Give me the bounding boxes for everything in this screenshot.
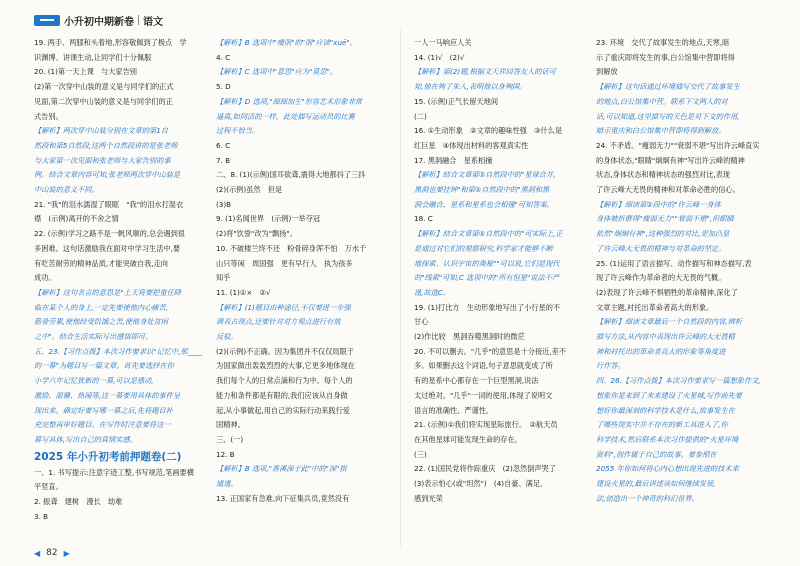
analysis-line: 充完整再审好题目。在写作时注意要将这一 bbox=[34, 420, 171, 430]
answer-line: 有吃苦耐劳的精神品质,才能突破自我,走向 bbox=[34, 258, 168, 268]
answer-line: 见面,第二次穿中山装的意义是与同学们的正 bbox=[34, 96, 173, 106]
answer-line: 能力和条件都是有限的,我们应该从自身做 bbox=[216, 390, 348, 400]
answer-line: 19. 两手、两膝和头着地,形容敬佩到了极点 学 bbox=[34, 38, 187, 47]
analysis-line: 的地点,白公馆集中营。联系下文两人的对 bbox=[596, 96, 728, 106]
answer-line: 25. (1)运用了语言描写、动作描写和神态描写,表 bbox=[596, 258, 752, 268]
answer-line: 山只等闲 周国强 更有早行人 执为孩多 bbox=[216, 258, 353, 268]
analysis-line: 【解析】C 选项中"意思"应为"莫思"。 bbox=[216, 67, 338, 77]
analysis-line: 【解析】结合文章第⑤自然段中的"可实际上,正 bbox=[414, 229, 563, 239]
analysis-line: 筋骨劳累,使他经受饥饿之苦,使他身处贫困 bbox=[34, 317, 168, 327]
page-number: 82 bbox=[46, 548, 58, 558]
answer-line: 甘心 bbox=[414, 317, 429, 327]
answer-line: 起,从小事做起,用自己的实际行动来践行爱 bbox=[216, 405, 350, 415]
answer-line: 国精神。 bbox=[216, 420, 245, 430]
answer-line: 现了许云峰作为革命者的大无畏的气概。 bbox=[596, 273, 726, 283]
header-subject: 语文 bbox=[143, 16, 163, 28]
analysis-line: 了许云峰大无畏的精神与对革命的坚定。 bbox=[596, 243, 726, 253]
analysis-line: 神和衬托出的革命者高大的形象等角度进 bbox=[596, 346, 726, 356]
page-header bbox=[34, 12, 163, 28]
analysis-line: 调表古现点,还要针对对方观点进行有效 bbox=[216, 317, 341, 327]
answer-line: (2)(示例)不正确。因为集团并不仅仅局限于 bbox=[216, 346, 354, 356]
analysis-line: 暗示重庆和白公馆集中营即将得到解放。 bbox=[596, 126, 726, 136]
text-column-4 bbox=[596, 36, 764, 536]
answer-line: 22. (1)国民党将作踪重庆 (2)忽然倒声哭了 bbox=[414, 464, 556, 474]
answer-line: 在其他星球可能发现生命的存在。 bbox=[414, 434, 522, 444]
answer-line: 太过绝对。"几乎"一词的使用,体现了说明文 bbox=[414, 390, 553, 400]
analysis-line: 建设火星的,最后讲述该如何继续发展, bbox=[596, 479, 716, 489]
answer-line: 9. (1)名闻世界 (示例)一举夺冠 bbox=[216, 214, 320, 224]
analysis-line: 【解析】细读第②段中的"许云峰一身体 bbox=[596, 199, 721, 209]
answer-line: 20. (1)第一天上课 与大家告别 bbox=[34, 67, 137, 77]
analysis-line: 2055 年你如何将心内心想出现先进的技术来 bbox=[596, 464, 739, 474]
analysis-line: 【解析】细读文章最后一个自然段的内容,辨析 bbox=[596, 317, 743, 327]
analysis-line: 想好你最深刻的科学技术是什么,故事发生在 bbox=[596, 405, 735, 415]
answer-line: (三) bbox=[414, 449, 427, 459]
answer-line: (3)B bbox=[216, 199, 232, 209]
analysis-line: 法,创造出一个神奇的科幻世界。 bbox=[596, 493, 699, 503]
analysis-line: 身体被折磨得"瘦弱无力""衰弱不堪",但眼睛 bbox=[596, 214, 734, 224]
answer-line: 了许云峰大无畏的精神和对革命必胜的信心。 bbox=[596, 185, 740, 195]
analysis-line: 【解析】B 选项中"瘦削"的"削"应读"xuē"。 bbox=[216, 38, 357, 47]
answer-line: 二、8. (1)(示例)国耳欲聋,震得大地都抖了三抖 bbox=[216, 170, 366, 180]
analysis-line: 地探索、认识宇宙的奥秘""可以说,它们是现代 bbox=[414, 258, 560, 268]
answer-line: 襟 (示例)离开的不舍之情 bbox=[34, 214, 119, 224]
analysis-line: 黑洞也要挂钟"和第⑤自然段中的"黑洞和黑 bbox=[414, 185, 550, 195]
answer-line: 多困难。这句话激励我在面对中学习生活中,要 bbox=[34, 243, 181, 253]
header-separator bbox=[138, 15, 139, 25]
answer-line: 14. (1)√ (2)√ bbox=[414, 52, 465, 62]
analysis-line: 行作答。 bbox=[596, 361, 625, 371]
analysis-line: 通透。 bbox=[216, 479, 238, 489]
analysis-line: 【解析】两次穿中山装分别在文章的第1自 bbox=[34, 126, 168, 136]
analysis-line: 依然"炯炯有神",这种强烈的对比,更加凸显 bbox=[596, 229, 730, 239]
analysis-line: 中山装的意义不同。 bbox=[34, 185, 99, 195]
analysis-line: 【解析】B 选项,"香溪深于此"中的"深"指 bbox=[216, 464, 347, 474]
analysis-line: 例。结合文章内容可知,张老师两次穿中山装是 bbox=[34, 170, 181, 180]
header-title: 小升初中期新卷 bbox=[64, 16, 134, 28]
analysis-line: 四、26.【习作点拨】本次习作要求写一篇想象作文, bbox=[596, 376, 761, 386]
answer-line: 13. 正国家有急难,向下征集兵员,竟然没有 bbox=[216, 493, 350, 503]
answer-line: 多。如果删去这个词语,句子意思就变成了所 bbox=[414, 361, 553, 371]
answer-line: 15. (示例)正气长留天地间 bbox=[414, 96, 499, 106]
answer-line: 2. 振聋 建树 漫长 劫难 bbox=[34, 497, 123, 507]
answer-line: 19. (1)打比方 生动形象地写出了小行星的不 bbox=[414, 302, 561, 312]
answer-line: 三、(一) bbox=[216, 434, 244, 444]
analysis-line: 【解析】第(2)题,根据文天祥回答友人的话可 bbox=[414, 67, 556, 77]
answer-line: 到解放 bbox=[596, 67, 618, 77]
answer-line: 知乎 bbox=[216, 273, 231, 283]
book-logo-icon bbox=[34, 15, 60, 26]
next-page-arrow-icon[interactable]: ▶ bbox=[63, 548, 70, 558]
answer-line: 识渊博、讲课生动,让同学们十分佩服 bbox=[34, 52, 152, 62]
answer-line: 状态,身体状态和精神状态的强烈对比,表现 bbox=[596, 170, 730, 180]
answer-line: 示了重庆即将发生的事,白公馆集中营即将得 bbox=[596, 52, 735, 62]
answer-line: 3. B bbox=[34, 511, 49, 521]
analysis-line: 【解析】结合文章第③自然段中的"星球合并, bbox=[414, 170, 556, 180]
answer-line: 感到光荣 bbox=[414, 493, 443, 503]
answer-line: (2)表现了许云峰不惧牺牲的革命精神,深化了 bbox=[596, 287, 738, 297]
page-gutter bbox=[400, 30, 401, 546]
analysis-line: 之中"。结合生活实际写出感悟即可。 bbox=[34, 332, 153, 342]
analysis-line: 了哪些现实中并不存在的新工具进入了,你 bbox=[596, 420, 728, 430]
answer-line: 式告别。 bbox=[34, 111, 63, 121]
answer-line: (2)第一次穿中山装的意义是与同学们的正式 bbox=[34, 82, 174, 92]
answer-line: (二) bbox=[414, 111, 427, 121]
analysis-line: 是通过对它们的观察研究,科学家才能够不断 bbox=[414, 243, 553, 253]
analysis-line: 谨,故选C。 bbox=[414, 287, 451, 297]
analysis-line: 激励、温馨、热闹等,这一幕要用具体的事件呈 bbox=[34, 390, 181, 400]
analysis-line: 的"线索"可知,C 选项中的"所有恒星"说法不严 bbox=[414, 273, 560, 283]
answer-line: 21. (示例)①我们将实现星际旅行。 ②航天员 bbox=[414, 420, 558, 430]
answer-line: 4. C bbox=[216, 52, 231, 62]
answer-line: 一人一马响应人关 bbox=[414, 38, 472, 47]
analysis-line: 与大家第一次见面和张老师与大家告别的事 bbox=[34, 155, 171, 165]
analysis-line: 反驳。 bbox=[216, 332, 238, 342]
answer-line: 23. 环境 交代了故事发生的地点,天寒,暗 bbox=[596, 38, 730, 47]
analysis-line: 过程不恰当。 bbox=[216, 126, 260, 136]
answer-line: 的身体状态,"眼睛"炯炯有神"写出许云峰的精神 bbox=[596, 155, 745, 165]
answer-line: 5. D bbox=[216, 82, 231, 92]
prev-page-arrow-icon[interactable]: ◀ bbox=[34, 548, 41, 558]
answer-line: (2)(示例)虽然 但是 bbox=[216, 185, 283, 195]
answer-line: (2)作比较 黑洞吞噬黑洞时的微茫 bbox=[414, 332, 525, 342]
analysis-line: 临在某个人的身上,一定先要使他内心痛苦, bbox=[34, 302, 168, 312]
analysis-line: 然段和第5自然段,这两个自然段讲的是张老师 bbox=[34, 140, 178, 150]
analysis-line: 【解析】(1)题目由种途径,不仅要进一步强 bbox=[216, 302, 351, 312]
text-column-1 bbox=[34, 36, 202, 536]
section-title: 2025 年小升初考前押题卷(二) bbox=[34, 450, 182, 463]
answer-line: 11. (1)①× ②√ bbox=[216, 287, 271, 297]
analysis-line: 资料",创作属于自己的故事。要参照在 bbox=[596, 449, 717, 459]
analysis-line: 逼真,如同活的一样。此处描写运动员的比赛 bbox=[216, 111, 355, 121]
analysis-line: 洞会融合、星系和星系也会相撞"可知答案。 bbox=[414, 199, 554, 209]
analysis-line: 现出来。确定好要写哪一幕之后,先将题目补 bbox=[34, 405, 173, 415]
answer-line: 文章主题,衬托出革命者高大的形象。 bbox=[596, 302, 714, 312]
answer-line: 12. B bbox=[216, 449, 235, 459]
analysis-line: 描写方法,从内容中表现出许云峰的大无畏精 bbox=[596, 332, 735, 342]
text-column-3 bbox=[414, 36, 582, 536]
answer-line: 平竖直。 bbox=[34, 482, 63, 492]
answer-line: 17. 黑洞融合 星系相撞 bbox=[414, 155, 493, 165]
analysis-line: 话,可以知道,这里描写的天色是对下文的作用, bbox=[596, 111, 740, 121]
answer-line: 一、1. 书写提示:注意字迹工整,书写规范,笔画要横 bbox=[34, 467, 194, 477]
analysis-line: 五、23.【习作点拨】本次习作要求以"记忆中,那____ bbox=[34, 346, 202, 356]
analysis-line: 的一幕"为题目写一篇文章。首先要选择在你 bbox=[34, 361, 174, 371]
answer-line: 为国家做出轰轰烈烈的大事,它更多地体现在 bbox=[216, 361, 355, 371]
analysis-line: 科学技术,然后联系本次习作提供的"火星环境 bbox=[596, 434, 739, 444]
analysis-line: 【解析】这句名言的意思是"上天将要把重任降 bbox=[34, 287, 182, 297]
answer-line: 7. B bbox=[216, 155, 231, 165]
answer-line: (3)表示怕心(或"坦然") (4)自豪、满足、 bbox=[414, 479, 548, 489]
text-column-2 bbox=[216, 36, 384, 536]
analysis-line: 想象你是来到了未来建设了火星城,写作前先要 bbox=[596, 390, 743, 400]
answer-line: 22. (示例)学习之路不是一帆风顺的,总会遇到很 bbox=[34, 229, 185, 239]
answer-line: 语言的准确性、严谨性。 bbox=[414, 405, 494, 415]
answer-line: 有的星系中心都存在一个巨型黑洞,说法 bbox=[414, 376, 539, 386]
answer-line: 24. 不矛盾。"瘦弱无力""衰弱不堪"写出许云峰直实 bbox=[596, 140, 760, 150]
answer-line: 18. C bbox=[414, 214, 433, 224]
answer-line: 我们每个人的日常点滴和行为中。每个人的 bbox=[216, 376, 353, 386]
analysis-line: 知,他在殉了朱人,表明他以身殉国。 bbox=[414, 82, 527, 92]
page-footer bbox=[34, 548, 70, 558]
analysis-line: 幕写具体,写出自己的真情实感。 bbox=[34, 434, 137, 444]
answer-line: 成功。 bbox=[34, 273, 56, 283]
answer-line: 20. 不可以删去。"几乎"的意思是十分接近,差不 bbox=[414, 346, 566, 356]
analysis-line: 【解析】这句话通过环境描写交代了故事发生 bbox=[596, 82, 740, 92]
answer-line: 6. C bbox=[216, 140, 231, 150]
answer-line: (2)将"饮誉"改为"飘扬"。 bbox=[216, 229, 297, 239]
analysis-line: 【解析】D 选项,"细细加生"形容艺术形象非常 bbox=[216, 96, 363, 106]
answer-line: 红巨星 ④体现出材料的客观真实性 bbox=[414, 140, 529, 150]
answer-line: 16. ①生动形象 ②文章的趣味性强 ③什么是 bbox=[414, 126, 563, 136]
answer-line: 21. "我"的泪水濡湿了眼眶 "我"的泪水打湿衣 bbox=[34, 199, 184, 209]
analysis-line: 小学六年记忆犹新的一幕,可以是感动, bbox=[34, 376, 154, 386]
answer-line: 10. 不破楼兰终不还 粉骨碎身浑不怕 万水千 bbox=[216, 243, 367, 253]
